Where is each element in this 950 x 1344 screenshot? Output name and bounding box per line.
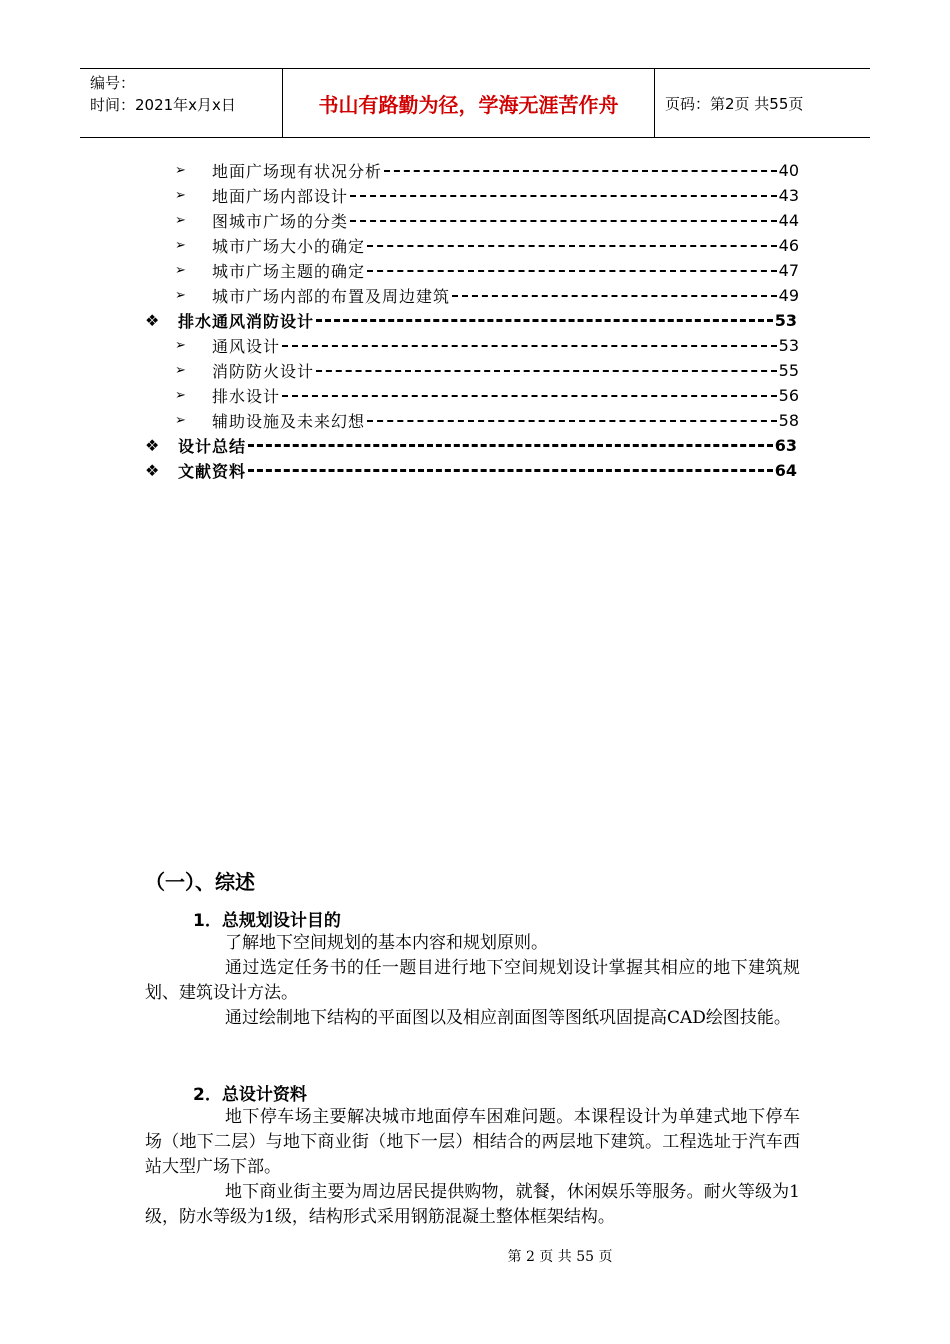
toc-leader — [282, 395, 777, 397]
toc-leader — [367, 245, 777, 247]
toc-leader — [282, 345, 777, 347]
toc-leader — [316, 370, 777, 372]
subsection-title-materials: 2．总设计资料 — [193, 1085, 307, 1105]
toc-item-page: 46 — [778, 236, 799, 255]
toc-item-title: 城市广场主题的确定 — [212, 262, 366, 281]
paragraph: 通过选定任务书的任一题目进行地下空间规划设计掌握其相应的地下建筑规划、建筑设计方法。 — [145, 958, 800, 1003]
toc-item-page: 56 — [778, 386, 799, 405]
arrow-bullet-icon: ➢ — [175, 413, 186, 428]
header-page-info: 页码：第2页 共55页 — [665, 94, 804, 113]
toc-leader — [248, 444, 773, 447]
toc-leader — [248, 469, 773, 472]
toc-item[interactable] — [175, 333, 799, 358]
toc-chapter-page: 53 — [774, 311, 797, 330]
header-meta — [80, 69, 282, 137]
toc-item[interactable] — [175, 283, 799, 308]
arrow-bullet-icon: ➢ — [175, 213, 186, 228]
document-number-label: 编号： — [90, 74, 136, 92]
toc-leader — [367, 420, 777, 422]
toc-leader — [350, 195, 777, 197]
arrow-bullet-icon: ➢ — [175, 238, 186, 253]
toc-item[interactable] — [175, 258, 799, 283]
toc-leader — [316, 319, 773, 322]
diamond-bullet-icon: ❖ — [145, 461, 160, 480]
toc-item-page: 53 — [778, 336, 799, 355]
toc-item-title: 辅助设施及未来幻想 — [212, 412, 366, 431]
toc-leader — [384, 170, 777, 172]
toc-item-title: 图城市广场的分类 — [212, 212, 349, 231]
arrow-bullet-icon: ➢ — [175, 163, 186, 178]
toc-chapter-page: 64 — [774, 461, 797, 480]
toc-item-page: 49 — [778, 286, 799, 305]
toc-item[interactable] — [175, 408, 799, 433]
paragraph: 地下停车场主要解决城市地面停车困难问题。本课程设计为单建式地下停车场（地下二层）与地下商业街（地下一层）相结合的两层地下建筑。工程选址于汽车西站大型广场下部。 — [145, 1107, 800, 1177]
toc-item-title: 排水设计 — [212, 387, 281, 406]
toc-leader — [367, 270, 777, 272]
diamond-bullet-icon: ❖ — [145, 436, 160, 455]
document-date: 时间：2021年x月x日 — [90, 96, 236, 114]
toc-item-title: 地面广场现有状况分析 — [212, 162, 383, 181]
toc-item-page: 55 — [778, 361, 799, 380]
toc-item-title: 地面广场内部设计 — [212, 187, 349, 206]
toc-chapter-title: 文献资料 — [178, 462, 247, 481]
toc-item-title: 通风设计 — [212, 337, 281, 356]
diamond-bullet-icon: ❖ — [145, 311, 160, 330]
toc-chapter-page: 63 — [774, 436, 797, 455]
arrow-bullet-icon: ➢ — [175, 288, 186, 303]
arrow-bullet-icon: ➢ — [175, 263, 186, 278]
subsection-title-purpose: 1．总规划设计目的 — [193, 911, 341, 931]
header-motto: 书山有路勤为径，学海无涯苦作舟 — [282, 69, 655, 137]
toc-item-page: 58 — [778, 411, 799, 430]
toc-item-page: 47 — [778, 261, 799, 280]
toc-item[interactable] — [175, 358, 799, 383]
toc-item-page: 43 — [778, 186, 799, 205]
toc-item-title: 消防防火设计 — [212, 362, 315, 381]
paragraph: 通过绘制地下结构的平面图以及相应剖面图等图纸巩固提高CAD绘图技能。 — [225, 1008, 791, 1028]
toc-chapter[interactable] — [145, 433, 797, 458]
arrow-bullet-icon: ➢ — [175, 338, 186, 353]
toc-item-page: 40 — [778, 161, 799, 180]
toc-item-page: 44 — [778, 211, 799, 230]
toc-item[interactable] — [175, 383, 799, 408]
toc-leader — [452, 295, 777, 297]
toc-item[interactable] — [175, 183, 799, 208]
arrow-bullet-icon: ➢ — [175, 188, 186, 203]
paragraph: 地下商业街主要为周边居民提供购物，就餐，休闲娱乐等服务。耐火等级为1级，防水等级为1级，结构形式采用钢筋混凝土整体框架结构。 — [145, 1182, 800, 1227]
toc-item-title: 城市广场大小的确定 — [212, 237, 366, 256]
toc-item[interactable] — [175, 233, 799, 258]
page-header — [80, 68, 870, 138]
arrow-bullet-icon: ➢ — [175, 388, 186, 403]
toc-item[interactable] — [175, 158, 799, 183]
paragraph: 了解地下空间规划的基本内容和规划原则。 — [225, 933, 548, 953]
toc-chapter[interactable] — [145, 458, 797, 483]
section-title: （一）、综述 — [145, 870, 255, 894]
arrow-bullet-icon: ➢ — [175, 363, 186, 378]
toc-chapter[interactable] — [145, 308, 797, 333]
page-footer: 第 2 页 共 55 页 — [507, 1249, 613, 1265]
toc-item[interactable] — [175, 208, 799, 233]
toc-leader — [350, 220, 777, 222]
toc-chapter-title: 排水通风消防设计 — [178, 312, 315, 331]
toc-chapter-title: 设计总结 — [178, 437, 247, 456]
toc-item-title: 城市广场内部的布置及周边建筑 — [212, 287, 451, 306]
